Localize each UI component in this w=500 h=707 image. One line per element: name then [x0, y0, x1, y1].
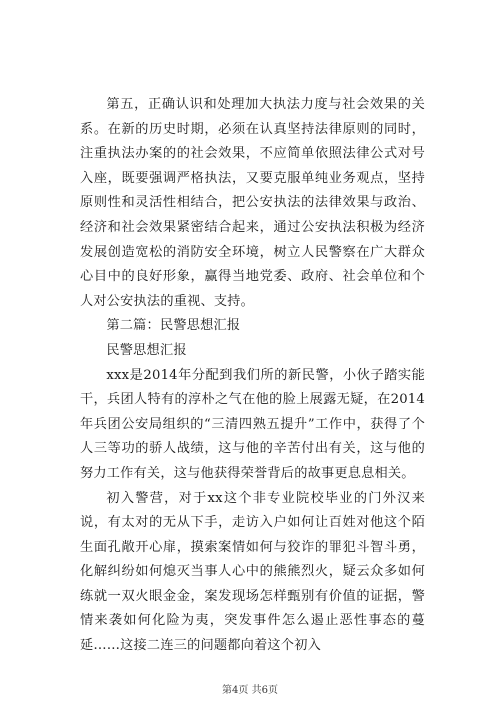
document-body — [80, 93, 425, 659]
paragraph-intro: xxx是2014年分配到我们所的新民警，小伙子踏实能干，兵团人特有的淳朴之气在他的脸上展露无疑，在2014年兵团公安局组织的“三清四熟五提升”工作中，获得了个人三等功的骄人战绩，这与他的辛苦付出有关，这与他的努力工作有关，这与他获得荣誉背后的故事更息息相关。 — [80, 367, 425, 481]
paragraph-fifth-point: 第五，正确认识和处理加大执法力度与社会效果的关系。在新的历史时期，必须在认真坚持法律原则的同时，注重执法办案的的社会效果，不应简单依照法律公式对号入座，既要强调严格执法，又要克服单纯业务观点，坚持原则性和灵活性相结合，把公安执法的法律效果与政治、经济和社会效果紧密结合起来，通过公安执法积极为经济发展创造宽松的消防安全环境，树立人民警察在广大群众心目中的良好形象，赢得当地党委、政府、社会单位和个人对公安执法的重视、支持。 — [80, 97, 425, 309]
report-title: 民警思想汇报 — [106, 342, 187, 358]
page-number: 第4页 共6页 — [222, 685, 278, 696]
section-heading: 第二篇：民警思想汇报 — [106, 318, 241, 334]
paragraph-early-career: 初入警营，对于xx这个非专业院校毕业的门外汉来说，有太对的无从下手，走访入户如何让百姓对他这个陌生面孔敞开心扉，摸索案情如何与狡诈的罪犯斗智斗勇，化解纠纷如何熄灭当事人心中的熊熊烈火，疑云众多如何练就一双火眼金金，案发现场怎样甄别有价值的证据，警情来袭如何化险为夷，突发事件怎么遏止恶性事态的蔓延……这接二连三的问题都向着这个初入 — [80, 490, 425, 654]
